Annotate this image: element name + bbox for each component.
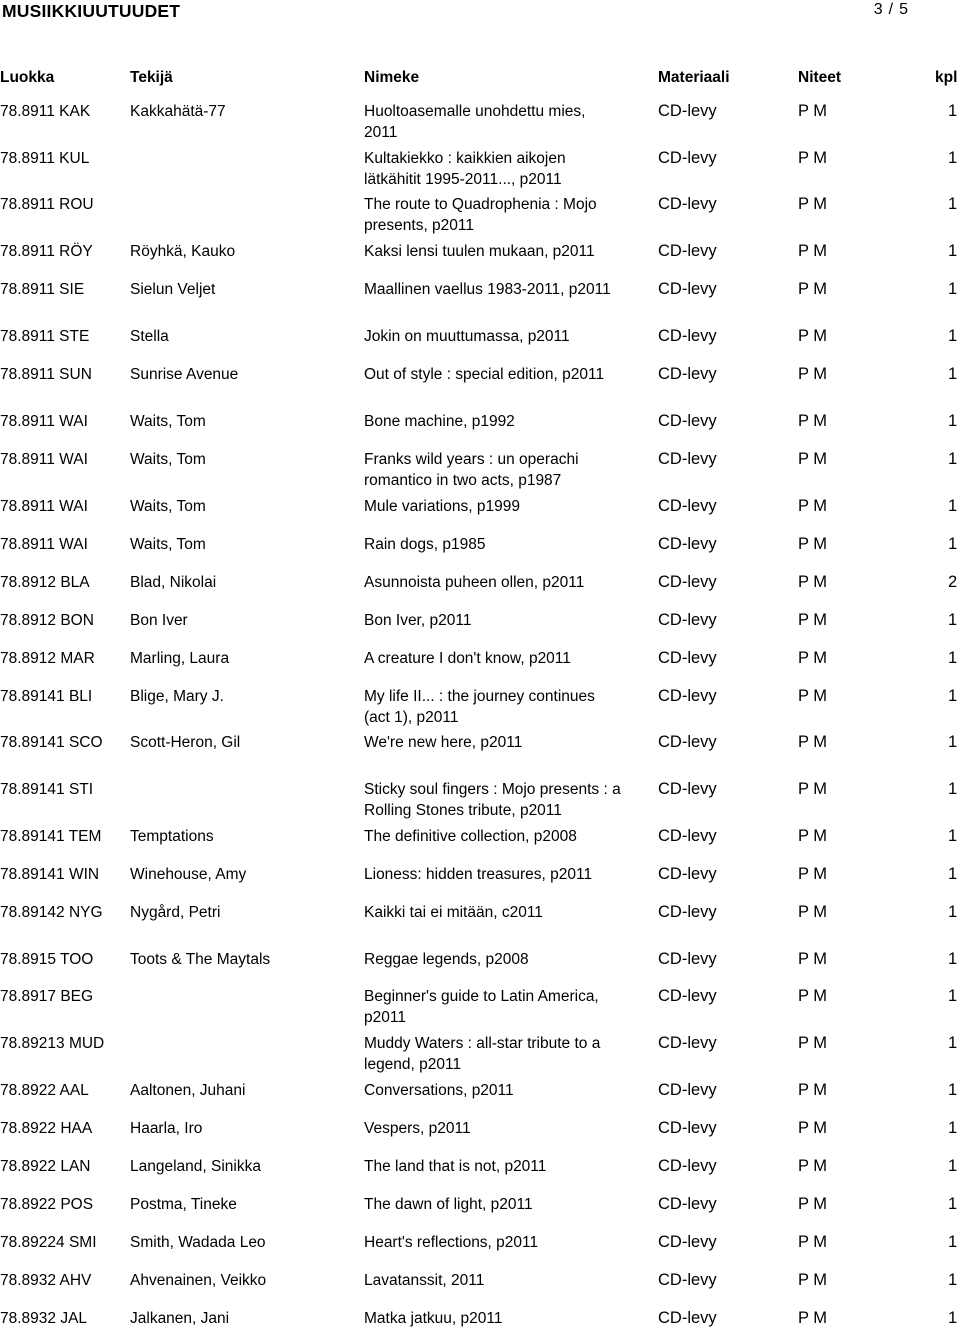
cell-kpl: 1 [948, 1309, 958, 1327]
cell-tekija: Winehouse, Amy [130, 866, 247, 883]
cell-tekija: Bon Iver [130, 612, 188, 629]
cell-nimeke: Mule variations, p1999 [364, 498, 520, 515]
cell-niteet: P M [798, 149, 828, 167]
cell-kpl: 1 [948, 1195, 958, 1213]
cell-materiaali: CD-levy [658, 1309, 717, 1327]
cell-tekija: Sunrise Avenue [130, 366, 239, 383]
cell-luokka: 78.8911 KUL [0, 150, 90, 167]
cell-luokka: 78.8932 AHV [0, 1272, 92, 1289]
cell-luokka: 78.8911 KAK [0, 103, 91, 120]
cell-niteet: P M [798, 195, 828, 213]
cell-kpl: 1 [948, 102, 958, 120]
cell-nimeke: Huoltoasemalle unohdettu mies, 2011 [364, 103, 586, 141]
cell-luokka: 78.89141 WIN [0, 866, 100, 883]
cell-nimeke: Heart's reflections, p2011 [364, 1234, 539, 1251]
cell-nimeke: Conversations, p2011 [364, 1082, 514, 1099]
column-header-kpl: kpl [935, 69, 958, 86]
cell-materiaali: CD-levy [658, 733, 717, 751]
cell-materiaali: CD-levy [658, 195, 717, 213]
cell-luokka: 78.89141 TEM [0, 828, 102, 845]
cell-materiaali: CD-levy [658, 649, 717, 667]
cell-kpl: 1 [948, 865, 958, 883]
cell-tekija: Jalkanen, Jani [130, 1310, 230, 1327]
cell-tekija: Ahvenainen, Veikko [130, 1272, 267, 1289]
cell-luokka: 78.8911 WAI [0, 413, 88, 430]
cell-materiaali: CD-levy [658, 780, 717, 798]
cell-nimeke: Maallinen vaellus 1983-2011, p2011 [364, 281, 611, 298]
cell-kpl: 1 [948, 827, 958, 845]
cell-kpl: 1 [948, 280, 958, 298]
cell-kpl: 1 [948, 649, 958, 667]
cell-kpl: 2 [948, 573, 958, 591]
cell-luokka: 78.8911 WAI [0, 451, 88, 468]
cell-materiaali: CD-levy [658, 412, 717, 430]
cell-tekija: Temptations [130, 828, 214, 845]
column-header-materiaali: Materiaali [658, 69, 730, 86]
cell-niteet: P M [798, 1081, 828, 1099]
cell-kpl: 1 [948, 242, 958, 260]
cell-materiaali: CD-levy [658, 149, 717, 167]
cell-tekija: Langeland, Sinikka [130, 1158, 261, 1175]
cell-luokka: 78.8917 BEG [0, 988, 94, 1005]
cell-niteet: P M [798, 827, 828, 845]
cell-tekija: Sielun Veljet [130, 281, 216, 298]
cell-materiaali: CD-levy [658, 1119, 717, 1137]
cell-niteet: P M [798, 573, 828, 591]
cell-materiaali: CD-levy [658, 1233, 717, 1251]
cell-nimeke: Asunnoista puheen ollen, p2011 [364, 574, 585, 591]
cell-niteet: P M [798, 102, 828, 120]
cell-kpl: 1 [948, 149, 958, 167]
cell-niteet: P M [798, 1157, 828, 1175]
cell-luokka: 78.8922 AAL [0, 1082, 89, 1099]
cell-nimeke: Matka jatkuu, p2011 [364, 1310, 503, 1327]
cell-kpl: 1 [948, 1034, 958, 1052]
cell-tekija: Marling, Laura [130, 650, 230, 667]
cell-luokka: 78.89141 STI [0, 781, 94, 798]
cell-materiaali: CD-levy [658, 535, 717, 553]
cell-kpl: 1 [948, 611, 958, 629]
cell-niteet: P M [798, 280, 828, 298]
cell-nimeke: Out of style : special edition, p2011 [364, 366, 605, 383]
cell-niteet: P M [798, 412, 828, 430]
cell-materiaali: CD-levy [658, 1034, 717, 1052]
cell-materiaali: CD-levy [658, 1271, 717, 1289]
cell-niteet: P M [798, 611, 828, 629]
cell-niteet: P M [798, 865, 828, 883]
cell-luokka: 78.8912 BON [0, 612, 94, 629]
page-indicator [874, 1, 908, 19]
cell-materiaali: CD-levy [658, 242, 717, 260]
cell-niteet: P M [798, 535, 828, 553]
cell-nimeke: Vespers, p2011 [364, 1120, 471, 1137]
cell-niteet: P M [798, 1233, 828, 1251]
cell-kpl: 1 [948, 412, 958, 430]
cell-niteet: P M [798, 987, 828, 1005]
cell-materiaali: CD-levy [658, 327, 717, 345]
cell-niteet: P M [798, 1271, 828, 1289]
cell-niteet: P M [798, 687, 828, 705]
cell-tekija: Waits, Tom [130, 451, 206, 468]
cell-kpl: 1 [948, 687, 958, 705]
cell-nimeke: Muddy Waters : all-star tribute to a legend, p2011 [364, 1035, 601, 1073]
cell-materiaali: CD-levy [658, 573, 717, 591]
cell-tekija: Smith, Wadada Leo [130, 1234, 266, 1251]
cell-tekija: Toots & The Maytals [130, 951, 271, 968]
cell-niteet: P M [798, 365, 828, 383]
cell-niteet: P M [798, 733, 828, 751]
cell-kpl: 1 [948, 903, 958, 921]
cell-luokka: 78.8911 WAI [0, 498, 88, 515]
cell-materiaali: CD-levy [658, 1157, 717, 1175]
cell-kpl: 1 [948, 365, 958, 383]
cell-niteet: P M [798, 780, 828, 798]
cell-tekija: Waits, Tom [130, 536, 206, 553]
cell-luokka: 78.89141 SCO [0, 734, 103, 751]
cell-materiaali: CD-levy [658, 950, 717, 968]
cell-materiaali: CD-levy [658, 365, 717, 383]
cell-luokka: 78.8911 RÖY [0, 243, 93, 260]
cell-tekija: Röyhkä, Kauko [130, 243, 236, 260]
cell-nimeke: Lavatanssit, 2011 [364, 1272, 485, 1289]
cell-tekija: Aaltonen, Juhani [130, 1082, 246, 1099]
cell-nimeke: Lioness: hidden treasures, p2011 [364, 866, 593, 883]
cell-luokka: 78.89141 BLI [0, 688, 93, 705]
document-title: MUSIIKKIUUTUUDET [2, 1, 181, 21]
cell-luokka: 78.8911 WAI [0, 536, 88, 553]
cell-materiaali: CD-levy [658, 827, 717, 845]
cell-luokka: 78.8915 TOO [0, 951, 94, 968]
cell-luokka: 78.89142 NYG [0, 904, 103, 921]
cell-nimeke: Reggae legends, p2008 [364, 951, 529, 968]
cell-tekija: Waits, Tom [130, 413, 206, 430]
cell-materiaali: CD-levy [658, 987, 717, 1005]
cell-materiaali: CD-levy [658, 687, 717, 705]
cell-nimeke: Kaikki tai ei mitään, c2011 [364, 904, 543, 921]
cell-luokka: 78.8911 ROU [0, 196, 94, 213]
cell-nimeke: Kaksi lensi tuulen mukaan, p2011 [364, 243, 595, 260]
cell-nimeke: My life II... : the journey continues (act 1), p2011 [364, 688, 595, 726]
page-current: 3 [873, 1, 883, 18]
cell-luokka: 78.8912 BLA [0, 574, 90, 591]
cell-tekija: Postma, Tineke [130, 1196, 237, 1213]
cell-nimeke: The dawn of light, p2011 [364, 1196, 533, 1213]
cell-nimeke: The land that is not, p2011 [364, 1158, 547, 1175]
cell-kpl: 1 [948, 1271, 958, 1289]
cell-niteet: P M [798, 327, 828, 345]
cell-materiaali: CD-levy [658, 280, 717, 298]
cell-nimeke: We're new here, p2011 [364, 734, 523, 751]
cell-materiaali: CD-levy [658, 102, 717, 120]
column-header-niteet: Niteet [798, 69, 842, 86]
cell-niteet: P M [798, 903, 828, 921]
cell-tekija: Scott-Heron, Gil [130, 734, 241, 751]
cell-kpl: 1 [948, 950, 958, 968]
cell-niteet: P M [798, 649, 828, 667]
cell-niteet: P M [798, 497, 828, 515]
cell-materiaali: CD-levy [658, 865, 717, 883]
cell-kpl: 1 [948, 1081, 958, 1099]
cell-nimeke: Kultakiekko : kaikkien aikojen lätkähitit 1995-2011..., p2011 [364, 150, 566, 188]
page-total: 5 [899, 1, 908, 18]
cell-luokka: 78.8911 SIE [0, 281, 85, 298]
cell-luokka: 78.8911 STE [0, 328, 90, 345]
cell-materiaali: CD-levy [658, 1195, 717, 1213]
page-separator: / [888, 1, 894, 18]
cell-kpl: 1 [948, 733, 958, 751]
cell-kpl: 1 [948, 1233, 958, 1251]
cell-tekija: Stella [130, 328, 169, 345]
cell-tekija: Nygård, Petri [130, 904, 221, 921]
column-header-tekija: Tekijä [130, 69, 173, 86]
cell-kpl: 1 [948, 195, 958, 213]
cell-nimeke: Franks wild years : un operachi romantico in two acts, p1987 [364, 451, 579, 489]
cell-tekija: Waits, Tom [130, 498, 206, 515]
cell-niteet: P M [798, 450, 828, 468]
cell-niteet: P M [798, 1034, 828, 1052]
cell-niteet: P M [798, 1309, 828, 1327]
cell-niteet: P M [798, 1195, 828, 1213]
cell-tekija: Kakkahätä-77 [130, 103, 226, 120]
cell-kpl: 1 [948, 1119, 958, 1137]
cell-luokka: 78.89224 SMI [0, 1234, 97, 1251]
cell-nimeke: Rain dogs, p1985 [364, 536, 486, 553]
cell-luokka: 78.8932 JAL [0, 1310, 88, 1327]
cell-nimeke: Beginner's guide to Latin America, p2011 [364, 988, 599, 1026]
cell-niteet: P M [798, 242, 828, 260]
cell-luokka: 78.8911 SUN [0, 366, 92, 383]
cell-luokka: 78.8912 MAR [0, 650, 95, 667]
cell-nimeke: Sticky soul fingers : Mojo presents : a Rolling Stones tribute, p2011 [364, 781, 621, 819]
cell-materiaali: CD-levy [658, 611, 717, 629]
cell-kpl: 1 [948, 450, 958, 468]
cell-kpl: 1 [948, 327, 958, 345]
cell-luokka: 78.8922 HAA [0, 1120, 93, 1137]
cell-tekija: Blige, Mary J. [130, 688, 224, 705]
cell-nimeke: A creature I don't know, p2011 [364, 650, 571, 667]
cell-luokka: 78.8922 LAN [0, 1158, 91, 1175]
column-header-luokka: Luokka [0, 69, 55, 86]
cell-materiaali: CD-levy [658, 497, 717, 515]
cell-tekija: Haarla, Iro [130, 1120, 203, 1137]
cell-luokka: 78.89213 MUD [0, 1035, 105, 1052]
cell-nimeke: The route to Quadrophenia : Mojo presents, p2011 [364, 196, 597, 234]
cell-materiaali: CD-levy [658, 903, 717, 921]
cell-nimeke: The definitive collection, p2008 [364, 828, 577, 845]
cell-niteet: P M [798, 950, 828, 968]
cell-luokka: 78.8922 POS [0, 1196, 94, 1213]
cell-tekija: Blad, Nikolai [130, 574, 217, 591]
cell-nimeke: Bon Iver, p2011 [364, 612, 472, 629]
cell-kpl: 1 [948, 497, 958, 515]
cell-kpl: 1 [948, 780, 958, 798]
cell-materiaali: CD-levy [658, 450, 717, 468]
column-header-nimeke: Nimeke [364, 69, 420, 86]
cell-niteet: P M [798, 1119, 828, 1137]
cell-kpl: 1 [948, 535, 958, 553]
cell-nimeke: Bone machine, p1992 [364, 413, 515, 430]
cell-kpl: 1 [948, 1157, 958, 1175]
cell-materiaali: CD-levy [658, 1081, 717, 1099]
cell-kpl: 1 [948, 987, 958, 1005]
cell-nimeke: Jokin on muuttumassa, p2011 [364, 328, 570, 345]
